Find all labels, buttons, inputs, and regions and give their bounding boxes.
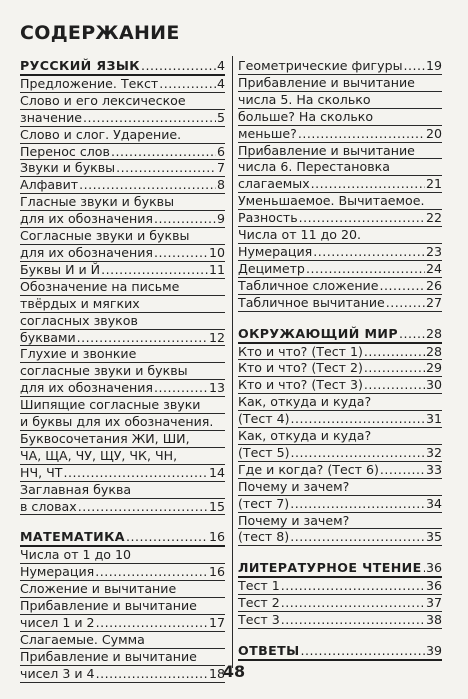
toc-entry — [238, 143, 442, 194]
entry-line: Сложение и вычитание — [20, 581, 225, 598]
toc-entry — [238, 612, 442, 629]
toc-section — [238, 58, 442, 312]
dot-leader — [290, 496, 425, 512]
dot-leader — [116, 160, 216, 176]
entry-page: 29 — [425, 360, 442, 376]
entry-page: 27 — [425, 294, 442, 310]
entry-line: и буквы для их обозначения. — [20, 414, 225, 431]
entry-line: согласных звуков — [20, 313, 225, 330]
entry-page: 7 — [216, 160, 225, 176]
entry-text: ЛИТЕРАТУРНОЕ ЧТЕНИЕ — [238, 560, 422, 576]
dot-leader — [154, 211, 216, 227]
section-heading — [238, 560, 442, 578]
dot-leader — [301, 643, 425, 659]
toc-entry — [20, 228, 225, 262]
entry-page: 23 — [425, 243, 442, 259]
entry-line: Обозначение на письме — [20, 279, 225, 296]
entry-page: 36 — [425, 578, 442, 594]
entry-text: Тест 2 — [238, 595, 280, 611]
entry-line: Прибавление и вычитание — [20, 598, 225, 615]
section-heading — [20, 58, 225, 76]
entry-page: 33 — [425, 461, 442, 477]
toc-section — [238, 326, 442, 547]
toc-section — [238, 560, 442, 629]
toc-entry — [238, 428, 442, 462]
dot-leader — [311, 176, 425, 192]
entry-page: 28 — [425, 325, 442, 341]
entry-page: 10 — [208, 244, 225, 260]
entry-page: 38 — [425, 612, 442, 628]
entry-line: согласные звуки и буквы — [20, 363, 225, 380]
dot-leader — [364, 360, 425, 376]
dot-leader — [83, 110, 216, 126]
entry-line: Заглавная буква — [20, 482, 225, 499]
dot-leader — [126, 529, 208, 545]
entry-text: Где и когда? (Тест 6) — [238, 461, 379, 477]
entry-text: Уменьшаемое. Вычитаемое. — [238, 193, 425, 209]
entry-text: ОКРУЖАЮЩИЙ МИР — [238, 325, 398, 341]
toc-line — [20, 615, 225, 632]
dot-leader — [399, 326, 425, 342]
entry-page: 37 — [425, 595, 442, 611]
entry-page: 5 — [216, 109, 225, 125]
toc-line — [238, 560, 442, 578]
toc-entry — [238, 377, 442, 394]
toc-entry — [238, 261, 442, 278]
toc-entry — [238, 210, 442, 227]
dot-leader — [290, 529, 425, 545]
entry-page: 35 — [425, 529, 442, 545]
toc-line — [238, 496, 442, 513]
toc-line — [20, 144, 225, 161]
toc-line — [238, 344, 442, 361]
dot-leader — [154, 380, 208, 396]
toc-entry — [20, 93, 225, 127]
entry-text: Предложение. Текст — [20, 75, 159, 91]
entry-page: 26 — [425, 277, 442, 293]
toc-entry — [20, 482, 225, 516]
toc-line — [20, 547, 225, 564]
entry-line: числа 5. На сколько — [238, 92, 442, 109]
dot-leader — [159, 76, 216, 92]
toc-line — [238, 595, 442, 612]
entry-text: для их обозначения — [20, 380, 153, 396]
entry-text: значение — [20, 109, 83, 125]
toc-line — [20, 177, 225, 194]
entry-text: (тест 7) — [238, 495, 290, 511]
entry-text: Слово и слог. Ударение. — [20, 126, 182, 142]
toc-line — [238, 643, 442, 661]
toc-entry — [20, 564, 225, 581]
toc-entry — [20, 581, 225, 632]
entry-line: Почему и зачем? — [238, 513, 442, 530]
entry-text: РУССКИЙ ЯЗЫК — [20, 58, 140, 73]
entry-page: 36 — [425, 560, 442, 576]
entry-page: 20 — [425, 125, 442, 141]
entry-page: 9 — [216, 211, 225, 227]
toc-entry — [20, 127, 225, 144]
dot-leader — [379, 278, 424, 294]
entry-text: Дециметр — [238, 260, 305, 276]
entry-text: ОТВЕТЫ — [238, 643, 300, 658]
toc-entry — [238, 75, 442, 143]
page-title: СОДЕРЖАНИЕ — [20, 22, 180, 44]
dot-leader — [386, 295, 425, 311]
entry-text: Нумерация — [20, 564, 95, 580]
toc-entry — [20, 177, 225, 194]
dot-leader — [77, 330, 208, 346]
entry-line: Глухие и звонкие — [20, 346, 225, 363]
entry-page: 31 — [425, 411, 442, 427]
entry-line: твёрдых и мягких — [20, 296, 225, 313]
toc-line — [238, 193, 442, 210]
entry-page: 39 — [425, 643, 442, 658]
toc-line — [238, 261, 442, 278]
dot-leader — [78, 499, 208, 515]
entry-line: Гласные звуки и буквы — [20, 194, 225, 211]
entry-line: ЧА, ЩА, ЧУ, ЩУ, ЧК, ЧН, — [20, 448, 225, 465]
toc-line — [238, 462, 442, 479]
entry-text: Табличное вычитание — [238, 294, 385, 310]
dot-leader — [281, 578, 425, 594]
toc-line — [20, 76, 225, 93]
toc-line — [238, 445, 442, 462]
entry-line: больше? На сколько — [238, 109, 442, 126]
toc-line — [20, 110, 225, 127]
toc-section — [238, 643, 442, 661]
entry-page: 16 — [208, 564, 225, 580]
entry-page: 16 — [208, 529, 225, 545]
dot-leader — [313, 244, 425, 260]
toc-entry — [20, 346, 225, 397]
toc-line — [238, 326, 442, 344]
toc-line — [238, 578, 442, 595]
entry-line: Слово и его лексическое — [20, 93, 225, 110]
toc-line — [238, 227, 442, 244]
toc-line — [238, 377, 442, 394]
entry-page: 32 — [425, 444, 442, 460]
toc-line — [20, 499, 225, 516]
entry-page: 6 — [216, 143, 225, 159]
toc-line — [238, 126, 442, 143]
toc-line — [20, 160, 225, 177]
entry-line: Прибавление и вычитание — [238, 75, 442, 92]
entry-page: 13 — [208, 380, 225, 396]
toc-entry — [238, 578, 442, 595]
entry-page: 21 — [425, 176, 442, 192]
entry-line: Почему и зачем? — [238, 479, 442, 496]
toc-entry — [238, 344, 442, 361]
dot-leader — [96, 615, 208, 631]
entry-text: Нумерация — [238, 243, 313, 259]
entry-page: 12 — [208, 329, 225, 345]
entry-page: 14 — [208, 464, 225, 480]
entry-page: 28 — [425, 343, 442, 359]
entry-page: 8 — [216, 177, 225, 193]
toc-entry — [238, 295, 442, 312]
dot-leader — [111, 144, 216, 160]
entry-line: Буквосочетания ЖИ, ШИ, — [20, 431, 225, 448]
entry-text: чисел 1 и 2 — [20, 615, 95, 630]
dot-leader — [291, 445, 425, 461]
entry-page: 30 — [425, 377, 442, 393]
dot-leader — [364, 377, 425, 393]
toc-line — [238, 529, 442, 546]
toc-line — [238, 360, 442, 377]
section-heading — [238, 326, 442, 344]
toc-line — [238, 612, 442, 629]
dot-leader — [306, 261, 425, 277]
entry-text: (тест 8) — [238, 529, 290, 545]
toc-line — [20, 380, 225, 397]
toc-line — [20, 262, 225, 279]
toc-entry — [238, 278, 442, 295]
section-heading — [20, 529, 225, 547]
entry-text: Разность — [238, 210, 298, 226]
entry-text: меньше? — [238, 125, 297, 141]
toc-line — [238, 58, 442, 75]
entry-text: Буквы И и Й — [20, 261, 101, 277]
column-divider — [232, 56, 233, 668]
page-number: 48 — [222, 662, 246, 681]
entry-text: НЧ, ЧТ — [20, 464, 63, 480]
toc-line — [20, 465, 225, 482]
dot-leader — [63, 465, 208, 481]
entry-text: Тест 3 — [238, 612, 280, 628]
entry-text: Алфавит — [20, 177, 79, 193]
toc-entry — [20, 144, 225, 161]
entry-line: Как, откуда и куда? — [238, 394, 442, 411]
entry-line: Шипящие согласные звуки — [20, 397, 225, 414]
entry-text: Тест 1 — [238, 578, 280, 594]
entry-page: 22 — [425, 210, 442, 226]
entry-line: числа 6. Перестановка — [238, 159, 442, 176]
entry-text: в словах — [20, 498, 77, 514]
entry-page: 11 — [208, 261, 225, 277]
dot-leader — [79, 177, 216, 193]
entry-text: буквами — [20, 329, 76, 345]
toc-left-column — [20, 58, 225, 683]
dot-leader — [141, 58, 216, 74]
entry-text: МАТЕМАТИКА — [20, 529, 125, 545]
entry-text: Числа от 1 до 10 — [20, 547, 132, 563]
toc-section — [20, 58, 225, 515]
dot-leader — [281, 595, 425, 611]
toc-line — [20, 127, 225, 144]
dot-leader — [299, 210, 425, 226]
entry-text: Кто и что? (Тест 2) — [238, 360, 363, 376]
entry-text: (Тест 4) — [238, 411, 290, 427]
toc-line — [20, 330, 225, 347]
toc-entry — [20, 547, 225, 564]
toc-entry — [238, 193, 442, 210]
toc-entry — [238, 58, 442, 75]
dot-leader — [154, 245, 208, 261]
entry-text: Звуки и буквы — [20, 160, 116, 176]
toc-entry — [238, 360, 442, 377]
toc-line — [238, 210, 442, 227]
toc-entry — [20, 76, 225, 93]
toc-entry — [20, 262, 225, 279]
entry-text: Табличное сложение — [238, 277, 379, 293]
dot-leader — [404, 58, 425, 74]
toc-entry — [238, 462, 442, 479]
entry-text: для их обозначения — [20, 211, 153, 227]
toc-entry — [20, 279, 225, 347]
toc-entry — [238, 513, 442, 547]
toc-entry — [238, 227, 442, 244]
entry-text: чисел 3 и 4 — [20, 665, 95, 681]
toc-line — [20, 564, 225, 581]
entry-line: Согласные звуки и буквы — [20, 228, 225, 245]
entry-text: Перенос слов — [20, 143, 110, 159]
entry-text: Числа от 11 до 20. — [238, 227, 362, 243]
toc-entry — [238, 479, 442, 513]
entry-line: Прибавление и вычитание — [238, 143, 442, 160]
toc-line — [238, 278, 442, 295]
dot-leader — [298, 126, 425, 142]
dot-leader — [101, 262, 208, 278]
dot-leader — [364, 344, 425, 360]
entry-page: 19 — [425, 58, 442, 73]
dot-leader — [291, 411, 425, 427]
toc-right-column — [238, 58, 442, 661]
entry-text: Кто и что? (Тест 1) — [238, 343, 363, 359]
dot-leader — [281, 612, 425, 628]
entry-page: 15 — [208, 498, 225, 514]
entry-page: 4 — [216, 75, 225, 91]
toc-entry — [20, 397, 225, 482]
toc-line — [238, 411, 442, 428]
toc-line — [20, 529, 225, 547]
entry-page: 4 — [216, 58, 225, 73]
entry-page: 34 — [425, 495, 442, 511]
toc-line — [238, 176, 442, 193]
toc-line — [20, 245, 225, 262]
dot-leader — [423, 560, 425, 576]
toc-line — [238, 295, 442, 312]
toc-line — [238, 244, 442, 261]
section-heading — [238, 643, 442, 661]
entry-line: Слагаемые. Сумма — [20, 632, 225, 649]
toc-section — [20, 529, 225, 682]
entry-page: 17 — [208, 615, 225, 630]
entry-text: слагаемых — [238, 176, 310, 192]
toc-line — [20, 211, 225, 228]
toc-entry — [238, 394, 442, 428]
entry-page: 18 — [208, 665, 225, 681]
entry-text: (Тест 5) — [238, 444, 290, 460]
toc-line — [20, 58, 225, 76]
entry-line: Как, откуда и куда? — [238, 428, 442, 445]
entry-text: Кто и что? (Тест 3) — [238, 377, 363, 393]
entry-text: Геометрические фигуры — [238, 58, 403, 73]
toc-entry — [20, 160, 225, 177]
entry-page: 24 — [425, 260, 442, 276]
toc-entry — [20, 194, 225, 228]
entry-line: Прибавление и вычитание — [20, 649, 225, 666]
toc-entry — [238, 244, 442, 261]
dot-leader — [95, 564, 208, 580]
toc-entry — [238, 595, 442, 612]
dot-leader — [380, 462, 425, 478]
entry-text: для их обозначения — [20, 244, 153, 260]
